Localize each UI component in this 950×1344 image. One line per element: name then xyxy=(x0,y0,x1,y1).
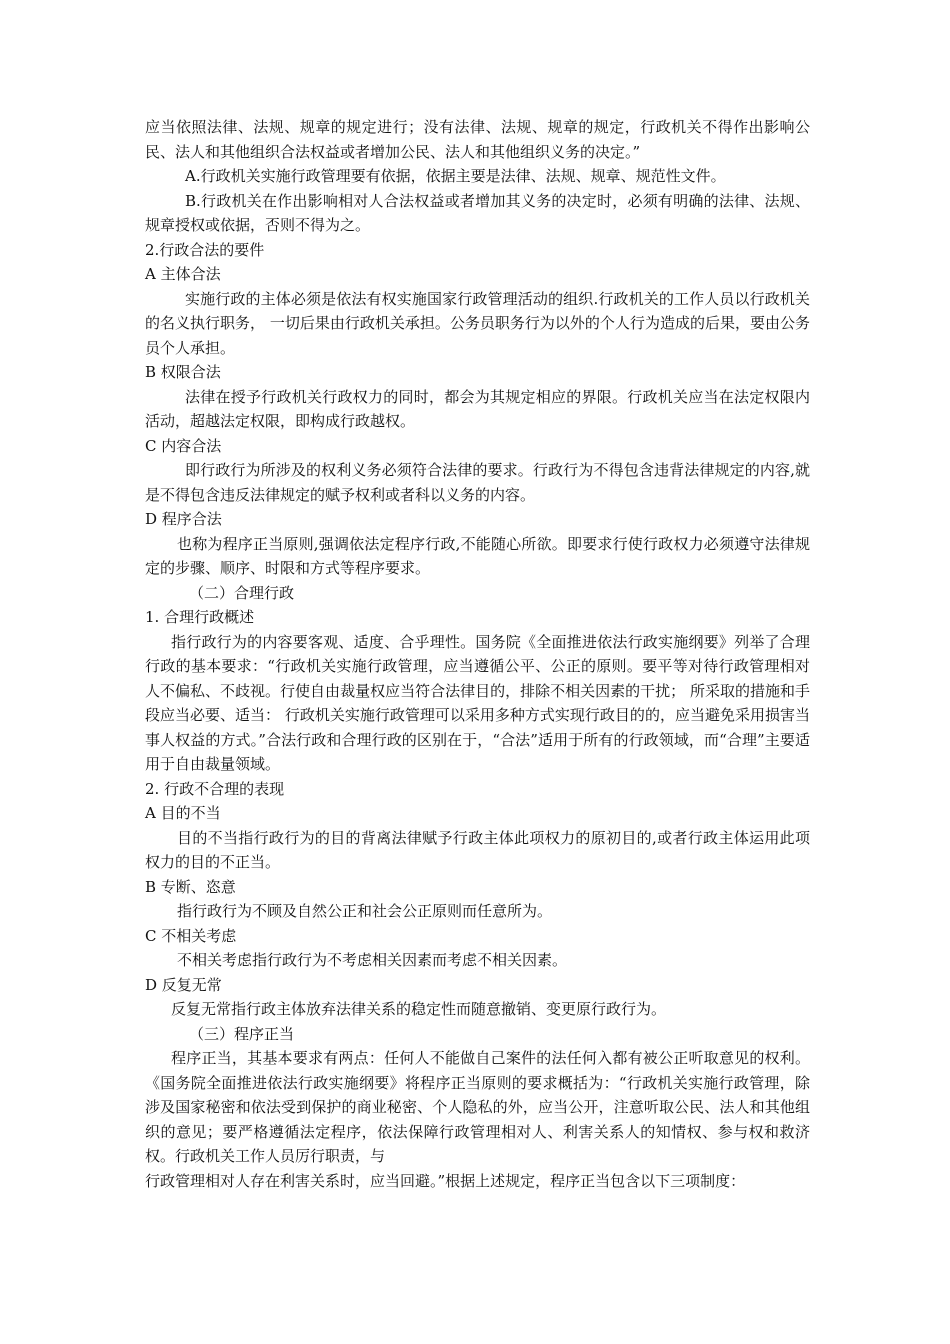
paragraph: 不相关考虑指行政行为不考虑相关因素而考虑不相关因素。 xyxy=(177,951,568,969)
subsection-heading: C 不相关考虑 xyxy=(145,926,237,945)
paragraph: 指行政行为的内容要客观、适度、合乎理性。国务院《全面推进依法行政实施纲要》列举了合理行政的基本要求：“行政机关实施行政管理，应当遵循公平、公正的原则。要平等对待行政管理相对人不偏私、不歧视。行使自由裁量权应当符合法律目的，排除不相关因素的干扰； 所采取的措施和手段应当必要、适当： 行政机关实施行政管理可以采用多种方式实现行政目的的，应当避免采用损害当事人权益的方式。”合法行政和合理行政的区别在于，“合法”适用于所有的行政领域，而“合理”主要适用于自由裁量领域。 xyxy=(145,632,810,773)
paragraph: 应当依照法律、法规、规章的规定进行；没有法律、法规、规章的规定，行政机关不得作出影响公民、法人和其他组织合法权益或者增加公民、法人和其他组织义务的决定。” xyxy=(145,118,810,161)
paragraph: A.行政机关实施行政管理要有依据，依据主要是法律、法规、规章、规范性文件。 xyxy=(185,167,726,185)
paragraph: 行政管理相对人存在利害关系时，应当回避。”根据上述规定，程序正当包含以下三项制度： xyxy=(145,1171,746,1190)
paragraph: 法律在授予行政机关行政权力的同时，都会为其规定相应的界限。行政机关应当在法定权限内活动，超越法定权限，即构成行政越权。 xyxy=(145,387,810,430)
chapter-heading: （二）合理行政 xyxy=(189,583,295,602)
chapter-heading: （三）程序正当 xyxy=(189,1024,295,1043)
section-heading: 2. 行政不合理的表现 xyxy=(145,779,285,798)
paragraph: 程序正当，其基本要求有两点：任何人不能做自己案件的法任何入都有被公正听取意见的权利。《国务院全面推进依法行政实施纲要》将程序正当原则的要求概括为：“行政机关实施行政管理，除涉及国家秘密和依法受到保护的商业秘密、个人隐私的外，应当公开，注意听取公民、法人和其他组织的意见；要严格遵循法定程序，依法保障行政管理相对人、利害关系人的知情权、参与权和救济权。行政机关工作人员厉行职责，与 xyxy=(145,1049,810,1165)
paragraph: 指行政行为不顾及自然公正和社会公正原则而任意所为。 xyxy=(177,902,553,920)
subsection-heading: D 程序合法 xyxy=(145,510,222,528)
section-heading: 2.行政合法的要件 xyxy=(145,240,265,259)
subsection-heading: B 权限合法 xyxy=(145,363,221,381)
paragraph: 反复无常指行政主体放弃法律关系的稳定性而随意撤销、变更原行政行为。 xyxy=(171,1000,667,1018)
paragraph: 也称为程序正当原则,强调依法定程序行政,不能随心所欲。即要求行使行政权力必须遵守法律规定的步骤、顺序、时限和方式等程序要求。 xyxy=(145,534,810,577)
section-heading: 1. 合理行政概述 xyxy=(145,608,255,626)
paragraph: 即行政行为所涉及的权利义务必须符合法律的要求。行政行为不得包含违背法律规定的内容,就是不得包含违反法律规定的赋予权利或者科以义务的内容。 xyxy=(145,461,810,504)
subsection-heading: C 内容合法 xyxy=(145,436,222,455)
paragraph: 目的不当指行政行为的目的背离法律赋予行政主体此项权力的原初目的,或者行政主体运用此项权力的目的不正当。 xyxy=(145,828,810,871)
subsection-heading: D 反复无常 xyxy=(145,975,222,994)
subsection-heading: A 目的不当 xyxy=(145,804,221,822)
paragraph: B.行政机关在作出影响相对人合法权益或者增加其义务的决定时，必须有明确的法律、法规、规章授权或依据，否则不得为之。 xyxy=(145,191,810,234)
subsection-heading: B 专断、恣意 xyxy=(145,877,236,896)
subsection-heading: A 主体合法 xyxy=(145,265,221,283)
document-body xyxy=(145,115,810,1193)
paragraph: 实施行政的主体必须是依法有权实施国家行政管理活动的组织.行政机关的工作人员以行政机关的名义执行职务， 一切后果由行政机关承担。公务员职务行为以外的个人行为造成的后果，要由公务员个人承担。 xyxy=(145,289,810,357)
